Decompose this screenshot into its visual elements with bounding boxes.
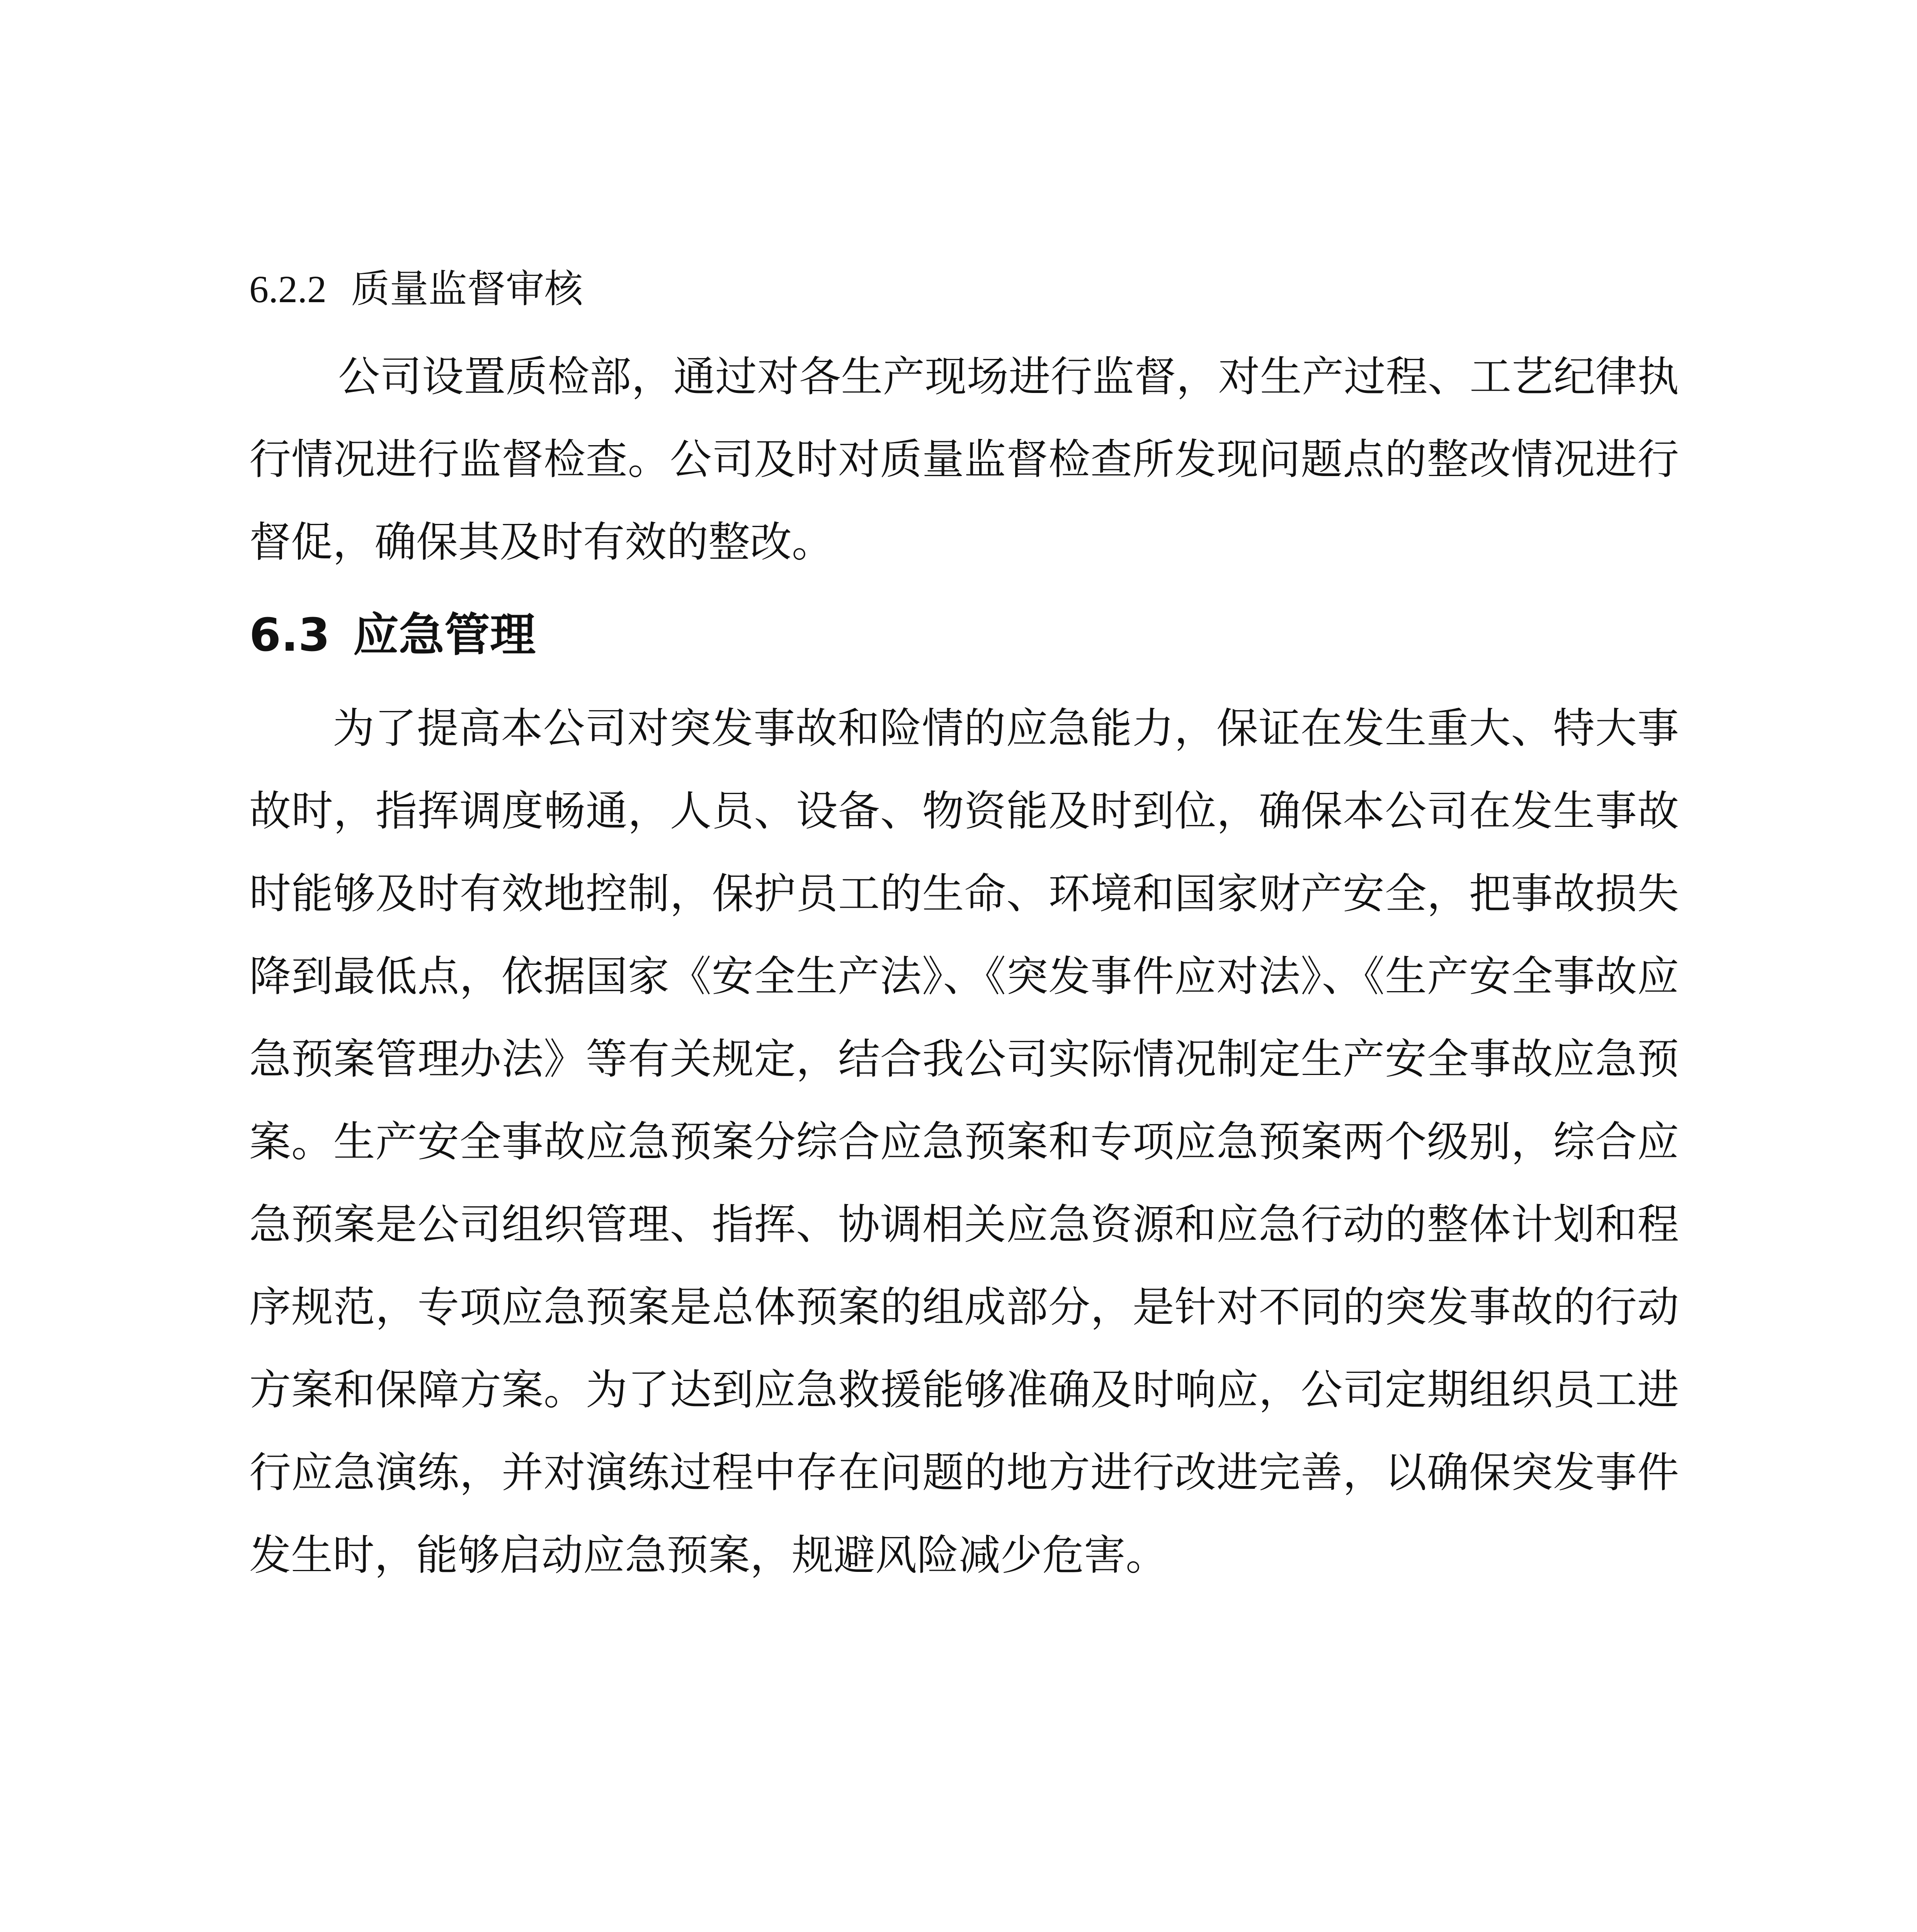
section-number: 6.3 xyxy=(249,608,330,662)
quality-supervision-paragraph: 公司设置质检部，通过对各生产现场进行监督，对生产过程、工艺纪律执行情况进行监督检查。公司及时对质量监督检查所发现问题点的整改情况进行督促，确保其及时有效的整改。 xyxy=(249,353,1679,566)
section-title: 应急管理 xyxy=(353,608,536,662)
subsection-title: 质量监督审核 xyxy=(351,266,583,311)
subsection-heading-6-2-2 xyxy=(249,258,1679,320)
page-content xyxy=(249,258,1679,1597)
section-heading-6-3 xyxy=(249,596,1679,673)
emergency-management-paragraph: 为了提高本公司对突发事故和险情的应急能力，保证在发生重大、特大事故时，指挥调度畅通，人员、设备、物资能及时到位，确保本公司在发生事故时能够及时有效地控制，保护员工的生命、环境和国家财产安全，把事故损失降到最低点，依据国家《安全生产法》、《突发事件应对法》、《生产安全事故应急预案管理办法》等有关规定，结合我公司实际情况制定生产安全事故应急预案。生产安全事故应急预案分综合应急预案和专项应急预案两个级别，综合应急预案是公司组织管理、指挥、协调相关应急资源和应急行动的整体计划和程序规范，专项应急预案是总体预案的组成部分，是针对不同的突发事故的行动方案和保障方案。为了达到应急救援能够准确及时响应，公司定期组织员工进行应急演练，并对演练过程中存在问题的地方进行改进完善，以确保突发事件发生时，能够启动应急预案，规避风险减少危害。 xyxy=(249,704,1679,1580)
subsection-number: 6.2.2 xyxy=(249,268,327,311)
